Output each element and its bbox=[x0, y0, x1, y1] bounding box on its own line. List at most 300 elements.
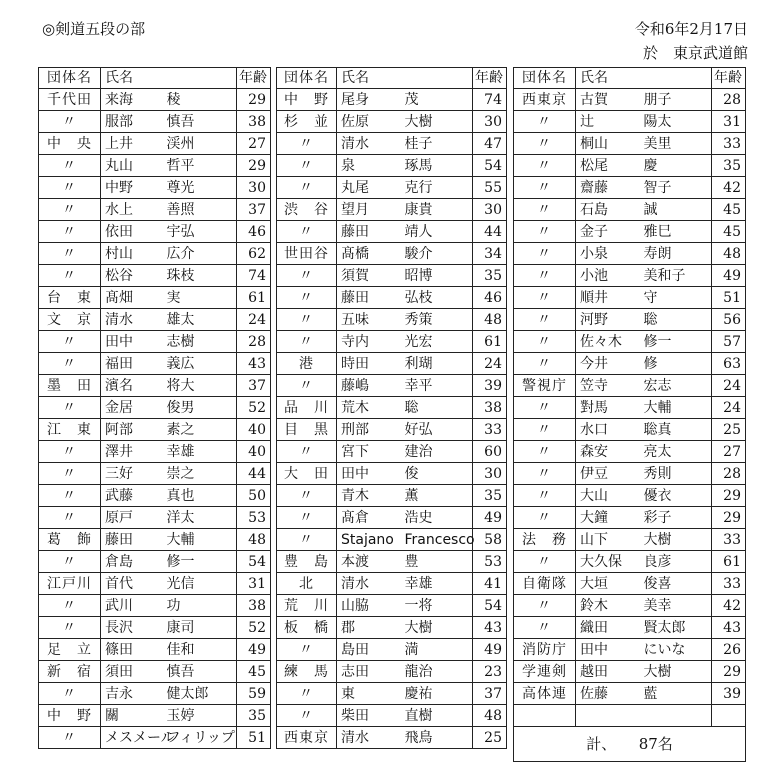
age-cell: 35 bbox=[237, 705, 271, 727]
first-name-cell: 義広 bbox=[163, 353, 237, 375]
group-cell: 〃 bbox=[277, 485, 337, 507]
table-header-row bbox=[277, 68, 507, 89]
first-name-cell: 飛鳥 bbox=[401, 727, 473, 749]
first-name-cell: 功 bbox=[163, 595, 237, 617]
last-name-cell: 荒木 bbox=[337, 397, 401, 419]
first-name-cell: 建治 bbox=[401, 441, 473, 463]
group-cell: 〃 bbox=[39, 617, 101, 639]
table-row bbox=[39, 287, 271, 309]
group-cell: 江 東 bbox=[39, 419, 101, 441]
group-cell: 〃 bbox=[514, 111, 576, 133]
first-name-cell: 浩史 bbox=[401, 507, 473, 529]
table-row bbox=[277, 155, 507, 177]
first-name-cell: 俊男 bbox=[163, 397, 237, 419]
group-cell: 〃 bbox=[39, 507, 101, 529]
roster-table-3 bbox=[513, 67, 746, 762]
table-row bbox=[39, 397, 271, 419]
table-row bbox=[514, 419, 746, 441]
group-cell: 〃 bbox=[277, 529, 337, 551]
age-cell: 54 bbox=[473, 155, 507, 177]
age-cell: 24 bbox=[473, 353, 507, 375]
table-row bbox=[39, 243, 271, 265]
first-name-cell: 茂 bbox=[401, 89, 473, 111]
first-name-cell: 満 bbox=[401, 639, 473, 661]
last-name-cell: 島田 bbox=[337, 639, 401, 661]
last-name-cell: 依田 bbox=[101, 221, 163, 243]
age-cell: 48 bbox=[473, 705, 507, 727]
first-name-cell: 実 bbox=[163, 287, 237, 309]
first-name-cell: 大樹 bbox=[640, 529, 712, 551]
table-row bbox=[39, 441, 271, 463]
group-cell: 〃 bbox=[514, 485, 576, 507]
group-cell: 墨 田 bbox=[39, 375, 101, 397]
table-row bbox=[277, 639, 507, 661]
table-row bbox=[39, 419, 271, 441]
group-cell: 〃 bbox=[514, 309, 576, 331]
last-name-cell: 田中 bbox=[576, 639, 640, 661]
last-name-cell: 伊豆 bbox=[576, 463, 640, 485]
table-row bbox=[514, 221, 746, 243]
age-cell: 44 bbox=[473, 221, 507, 243]
last-name-cell: 三好 bbox=[101, 463, 163, 485]
age-cell: 39 bbox=[473, 375, 507, 397]
last-name-cell: 武川 bbox=[101, 595, 163, 617]
last-name-cell: 刑部 bbox=[337, 419, 401, 441]
table-row bbox=[514, 529, 746, 551]
first-name-cell: 弘枝 bbox=[401, 287, 473, 309]
group-cell: 〃 bbox=[277, 507, 337, 529]
last-name-cell: 大山 bbox=[576, 485, 640, 507]
first-name-cell: 慶 bbox=[640, 155, 712, 177]
age-cell: 40 bbox=[237, 441, 271, 463]
age-cell: 58 bbox=[473, 529, 507, 551]
group-cell: 〃 bbox=[514, 243, 576, 265]
group-cell: 中 野 bbox=[277, 89, 337, 111]
table-row bbox=[514, 485, 746, 507]
table-row bbox=[39, 507, 271, 529]
table-row bbox=[39, 375, 271, 397]
age-cell: 35 bbox=[473, 485, 507, 507]
last-name-cell: メスメール bbox=[101, 727, 163, 749]
first-name-cell: 良彦 bbox=[640, 551, 712, 573]
age-cell: 49 bbox=[473, 639, 507, 661]
first-name-cell: 美里 bbox=[640, 133, 712, 155]
age-cell: 24 bbox=[237, 309, 271, 331]
last-name-cell: 服部 bbox=[101, 111, 163, 133]
last-name-cell: 澤井 bbox=[101, 441, 163, 463]
table-row bbox=[514, 133, 746, 155]
first-name-cell: 宏志 bbox=[640, 375, 712, 397]
last-name-cell: 河野 bbox=[576, 309, 640, 331]
age-cell: 41 bbox=[473, 573, 507, 595]
group-cell: 大 田 bbox=[277, 463, 337, 485]
first-name-cell: 渓州 bbox=[163, 133, 237, 155]
last-name-cell: 山脇 bbox=[337, 595, 401, 617]
group-cell: 〃 bbox=[514, 507, 576, 529]
table-row bbox=[514, 287, 746, 309]
first-name-cell: 幸雄 bbox=[163, 441, 237, 463]
age-cell: 38 bbox=[473, 397, 507, 419]
first-name-cell: 志樹 bbox=[163, 331, 237, 353]
last-name-cell: 小池 bbox=[576, 265, 640, 287]
first-name-cell: 守 bbox=[640, 287, 712, 309]
age-cell: 37 bbox=[473, 683, 507, 705]
last-name-cell: 清水 bbox=[337, 133, 401, 155]
last-name-cell: 水口 bbox=[576, 419, 640, 441]
table-row bbox=[39, 199, 271, 221]
age-cell: 27 bbox=[712, 441, 746, 463]
group-cell: 板 橋 bbox=[277, 617, 337, 639]
last-name-cell: 鈴木 bbox=[576, 595, 640, 617]
first-name-cell: 桂子 bbox=[401, 133, 473, 155]
first-name-cell: 優衣 bbox=[640, 485, 712, 507]
table-row bbox=[514, 507, 746, 529]
group-cell: 中 野 bbox=[39, 705, 101, 727]
group-cell: 北 bbox=[277, 573, 337, 595]
group-cell: 〃 bbox=[277, 441, 337, 463]
table-row bbox=[277, 133, 507, 155]
table-row bbox=[277, 683, 507, 705]
first-name-cell bbox=[640, 705, 712, 727]
last-name-cell: 金子 bbox=[576, 221, 640, 243]
table-row bbox=[514, 353, 746, 375]
age-cell: 37 bbox=[237, 199, 271, 221]
last-name-cell: 大鐘 bbox=[576, 507, 640, 529]
last-name-cell: 順井 bbox=[576, 287, 640, 309]
first-name-cell: 大樹 bbox=[401, 111, 473, 133]
group-cell: 〃 bbox=[39, 551, 101, 573]
first-name-cell: 慎吾 bbox=[163, 661, 237, 683]
group-cell: 〃 bbox=[514, 441, 576, 463]
table-row bbox=[277, 727, 507, 749]
age-cell: 30 bbox=[473, 111, 507, 133]
age-cell: 39 bbox=[712, 683, 746, 705]
group-cell: 〃 bbox=[514, 419, 576, 441]
table-row bbox=[277, 573, 507, 595]
last-name-cell: 越田 bbox=[576, 661, 640, 683]
group-cell: 港 bbox=[277, 353, 337, 375]
last-name-cell: 松尾 bbox=[576, 155, 640, 177]
age-cell: 23 bbox=[473, 661, 507, 683]
age-cell: 33 bbox=[712, 529, 746, 551]
first-name-cell: 豊 bbox=[401, 551, 473, 573]
first-name-cell: 大樹 bbox=[640, 661, 712, 683]
group-cell: 〃 bbox=[514, 397, 576, 419]
table-row bbox=[39, 353, 271, 375]
first-name-cell: 光信 bbox=[163, 573, 237, 595]
age-cell: 44 bbox=[237, 463, 271, 485]
last-name-cell: 桐山 bbox=[576, 133, 640, 155]
age-cell: 33 bbox=[473, 419, 507, 441]
age-cell: 62 bbox=[237, 243, 271, 265]
age-cell: 56 bbox=[712, 309, 746, 331]
table-row bbox=[277, 265, 507, 287]
table-row bbox=[514, 331, 746, 353]
table-row bbox=[277, 221, 507, 243]
table-row bbox=[514, 111, 746, 133]
table-row bbox=[277, 529, 507, 551]
table-row bbox=[277, 397, 507, 419]
group-cell: 〃 bbox=[514, 177, 576, 199]
first-name-cell: Francesco bbox=[401, 529, 473, 551]
last-name-cell: 髙倉 bbox=[337, 507, 401, 529]
table-row bbox=[277, 111, 507, 133]
group-cell: 〃 bbox=[39, 441, 101, 463]
first-name-cell: 聡 bbox=[640, 309, 712, 331]
first-name-cell: 聡 bbox=[401, 397, 473, 419]
first-name-cell: 亮太 bbox=[640, 441, 712, 463]
header-group: 団体名 bbox=[514, 68, 576, 89]
group-cell: 〃 bbox=[277, 133, 337, 155]
first-name-cell: 靖人 bbox=[401, 221, 473, 243]
group-cell: 西東京 bbox=[514, 89, 576, 111]
first-name-cell: 慎吾 bbox=[163, 111, 237, 133]
first-name-cell: 珠枝 bbox=[163, 265, 237, 287]
first-name-cell: 善照 bbox=[163, 199, 237, 221]
group-cell: 〃 bbox=[277, 375, 337, 397]
last-name-cell: 柴田 bbox=[337, 705, 401, 727]
blank-row bbox=[514, 705, 746, 727]
first-name-cell: 将大 bbox=[163, 375, 237, 397]
table-row bbox=[277, 485, 507, 507]
group-cell: 渋 谷 bbox=[277, 199, 337, 221]
age-cell: 24 bbox=[712, 375, 746, 397]
group-cell: 〃 bbox=[514, 133, 576, 155]
last-name-cell: 山下 bbox=[576, 529, 640, 551]
group-cell bbox=[514, 705, 576, 727]
table-row bbox=[514, 683, 746, 705]
table-row bbox=[514, 573, 746, 595]
age-cell: 37 bbox=[237, 375, 271, 397]
age-cell: 60 bbox=[473, 441, 507, 463]
last-name-cell: 吉永 bbox=[101, 683, 163, 705]
table-row bbox=[514, 375, 746, 397]
age-cell: 31 bbox=[712, 111, 746, 133]
group-cell: 中 央 bbox=[39, 133, 101, 155]
age-cell: 53 bbox=[473, 551, 507, 573]
table-row bbox=[39, 595, 271, 617]
group-cell: 〃 bbox=[39, 265, 101, 287]
table-row bbox=[277, 199, 507, 221]
table-row bbox=[39, 155, 271, 177]
age-cell: 38 bbox=[237, 111, 271, 133]
table-row bbox=[39, 705, 271, 727]
first-name-cell: 薫 bbox=[401, 485, 473, 507]
age-cell: 33 bbox=[712, 573, 746, 595]
last-name-cell: 倉島 bbox=[101, 551, 163, 573]
roster-table-2 bbox=[276, 67, 507, 749]
group-cell: 葛 飾 bbox=[39, 529, 101, 551]
first-name-cell: 稜 bbox=[163, 89, 237, 111]
age-cell: 43 bbox=[712, 617, 746, 639]
age-cell: 29 bbox=[712, 485, 746, 507]
header-group: 団体名 bbox=[277, 68, 337, 89]
table-row bbox=[277, 551, 507, 573]
table-row bbox=[514, 551, 746, 573]
age-cell: 30 bbox=[473, 463, 507, 485]
table-row bbox=[277, 463, 507, 485]
table-row bbox=[277, 617, 507, 639]
first-name-cell: 康司 bbox=[163, 617, 237, 639]
table-row bbox=[39, 463, 271, 485]
group-cell: 世田谷 bbox=[277, 243, 337, 265]
table-row bbox=[514, 309, 746, 331]
first-name-cell: 直樹 bbox=[401, 705, 473, 727]
table-row bbox=[39, 309, 271, 331]
age-cell: 40 bbox=[237, 419, 271, 441]
group-cell: 荒 川 bbox=[277, 595, 337, 617]
age-cell: 52 bbox=[237, 617, 271, 639]
age-cell: 43 bbox=[237, 353, 271, 375]
age-cell: 27 bbox=[237, 133, 271, 155]
group-cell: 練 馬 bbox=[277, 661, 337, 683]
table-row bbox=[39, 683, 271, 705]
first-name-cell: 尊光 bbox=[163, 177, 237, 199]
first-name-cell: 陽太 bbox=[640, 111, 712, 133]
age-cell: 28 bbox=[712, 89, 746, 111]
last-name-cell: 泉 bbox=[337, 155, 401, 177]
last-name-cell: 辻 bbox=[576, 111, 640, 133]
age-cell: 45 bbox=[237, 661, 271, 683]
first-name-cell: 秀則 bbox=[640, 463, 712, 485]
age-cell: 30 bbox=[237, 177, 271, 199]
last-name-cell: 古賀 bbox=[576, 89, 640, 111]
last-name-cell: Stajano bbox=[337, 529, 401, 551]
age-cell: 51 bbox=[712, 287, 746, 309]
last-name-cell: 時田 bbox=[337, 353, 401, 375]
group-cell: 法 務 bbox=[514, 529, 576, 551]
table-row bbox=[277, 507, 507, 529]
last-name-cell: 首代 bbox=[101, 573, 163, 595]
last-name-cell: 織田 bbox=[576, 617, 640, 639]
last-name-cell: 大久保 bbox=[576, 551, 640, 573]
first-name-cell: 佳和 bbox=[163, 639, 237, 661]
table-row bbox=[39, 661, 271, 683]
last-name-cell: 髙畑 bbox=[101, 287, 163, 309]
first-name-cell: 克行 bbox=[401, 177, 473, 199]
age-cell: 47 bbox=[473, 133, 507, 155]
last-name-cell: 中野 bbox=[101, 177, 163, 199]
age-cell: 25 bbox=[712, 419, 746, 441]
event-venue: 於 東京武道館 bbox=[642, 44, 748, 62]
age-cell: 28 bbox=[237, 331, 271, 353]
group-cell: 〃 bbox=[277, 309, 337, 331]
last-name-cell: 尾身 bbox=[337, 89, 401, 111]
table-row bbox=[277, 243, 507, 265]
last-name-cell: 笠寺 bbox=[576, 375, 640, 397]
last-name-cell bbox=[576, 705, 640, 727]
table-row bbox=[39, 617, 271, 639]
age-cell: 45 bbox=[712, 221, 746, 243]
last-name-cell: 須賀 bbox=[337, 265, 401, 287]
table-row bbox=[277, 89, 507, 111]
group-cell: 〃 bbox=[39, 199, 101, 221]
first-name-cell: 崇之 bbox=[163, 463, 237, 485]
last-name-cell: 濱名 bbox=[101, 375, 163, 397]
first-name-cell: 大輔 bbox=[640, 397, 712, 419]
group-cell: 〃 bbox=[277, 155, 337, 177]
age-cell: 51 bbox=[237, 727, 271, 749]
last-name-cell: 金居 bbox=[101, 397, 163, 419]
table-row bbox=[277, 353, 507, 375]
age-cell: 45 bbox=[712, 199, 746, 221]
last-name-cell: 村山 bbox=[101, 243, 163, 265]
first-name-cell: 美和子 bbox=[640, 265, 712, 287]
age-cell: 29 bbox=[712, 507, 746, 529]
last-name-cell: 水上 bbox=[101, 199, 163, 221]
table-row bbox=[277, 309, 507, 331]
group-cell: 新 宿 bbox=[39, 661, 101, 683]
first-name-cell: 雅巳 bbox=[640, 221, 712, 243]
age-cell: 29 bbox=[237, 89, 271, 111]
table-row bbox=[514, 661, 746, 683]
age-cell: 31 bbox=[237, 573, 271, 595]
first-name-cell: 賢太郎 bbox=[640, 617, 712, 639]
group-cell: 警視庁 bbox=[514, 375, 576, 397]
table-row bbox=[39, 221, 271, 243]
first-name-cell: 幸雄 bbox=[401, 573, 473, 595]
group-cell: 〃 bbox=[39, 485, 101, 507]
header-name: 氏名 bbox=[576, 68, 712, 89]
table-row bbox=[39, 727, 271, 749]
table-row bbox=[514, 199, 746, 221]
group-cell: 〃 bbox=[39, 463, 101, 485]
last-name-cell: 森安 bbox=[576, 441, 640, 463]
last-name-cell: 藤田 bbox=[337, 221, 401, 243]
first-name-cell: 慶祐 bbox=[401, 683, 473, 705]
last-name-cell: 福田 bbox=[101, 353, 163, 375]
event-date: 令和6年2月17日 bbox=[634, 20, 748, 38]
group-cell: 〃 bbox=[514, 551, 576, 573]
last-name-cell: 對馬 bbox=[576, 397, 640, 419]
table-header-row bbox=[514, 68, 746, 89]
first-name-cell: 修一 bbox=[163, 551, 237, 573]
group-cell: 〃 bbox=[277, 331, 337, 353]
age-cell: 29 bbox=[237, 155, 271, 177]
first-name-cell: 秀策 bbox=[401, 309, 473, 331]
age-cell: 49 bbox=[473, 507, 507, 529]
group-cell: 〃 bbox=[514, 199, 576, 221]
age-cell: 59 bbox=[237, 683, 271, 705]
first-name-cell: 玉婷 bbox=[163, 705, 237, 727]
first-name-cell: 修 bbox=[640, 353, 712, 375]
first-name-cell: 誠 bbox=[640, 199, 712, 221]
first-name-cell: 健太郎 bbox=[163, 683, 237, 705]
last-name-cell: 佐々木 bbox=[576, 331, 640, 353]
first-name-cell: 俊 bbox=[401, 463, 473, 485]
age-cell: 35 bbox=[473, 265, 507, 287]
table-row bbox=[514, 155, 746, 177]
last-name-cell: 藤田 bbox=[337, 287, 401, 309]
last-name-cell: 小泉 bbox=[576, 243, 640, 265]
group-cell: 〃 bbox=[39, 727, 101, 749]
table-row bbox=[277, 441, 507, 463]
group-cell: 文 京 bbox=[39, 309, 101, 331]
age-cell: 34 bbox=[473, 243, 507, 265]
last-name-cell: 原戸 bbox=[101, 507, 163, 529]
group-cell: 自衛隊 bbox=[514, 573, 576, 595]
table-row bbox=[277, 331, 507, 353]
last-name-cell: 寺内 bbox=[337, 331, 401, 353]
age-cell: 46 bbox=[237, 221, 271, 243]
age-cell: 24 bbox=[712, 397, 746, 419]
group-cell: 品 川 bbox=[277, 397, 337, 419]
first-name-cell: 一将 bbox=[401, 595, 473, 617]
table-row bbox=[39, 89, 271, 111]
table-row bbox=[514, 397, 746, 419]
table-row bbox=[39, 331, 271, 353]
table-row bbox=[514, 89, 746, 111]
